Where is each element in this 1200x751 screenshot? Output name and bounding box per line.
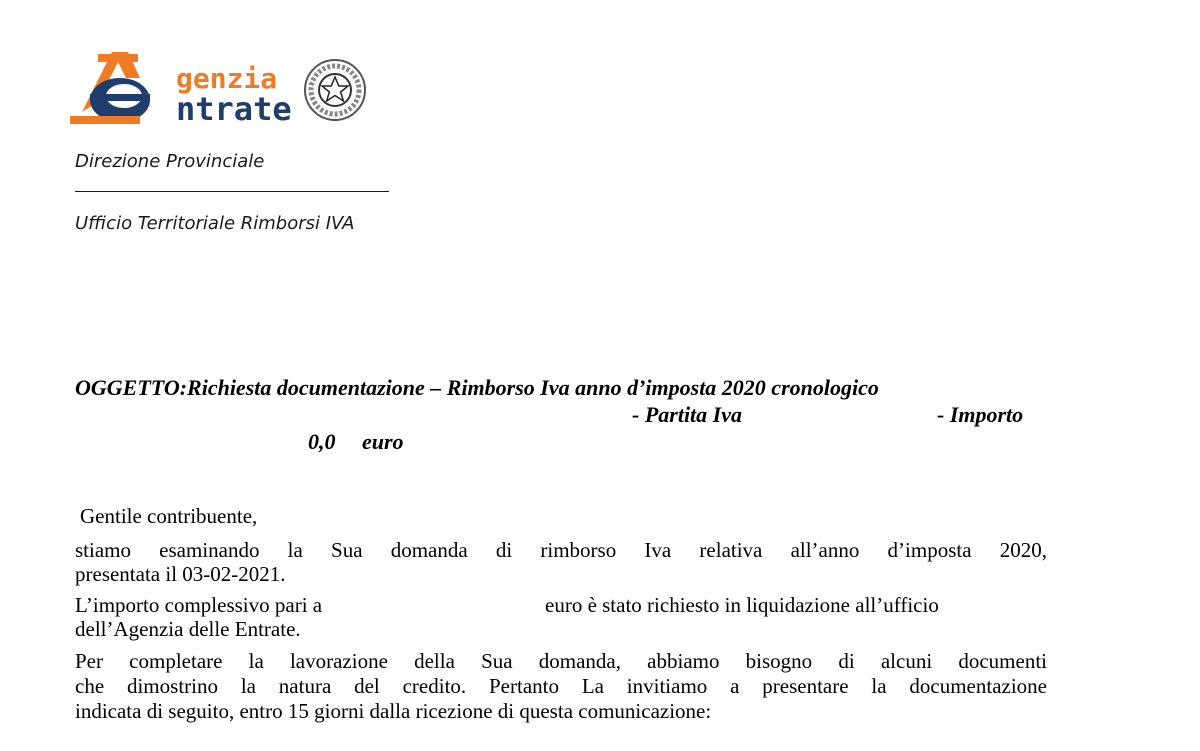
letter-subject <box>75 374 1050 455</box>
subject-line-3 <box>75 428 1050 455</box>
paragraph-2-end: euro è stato richiesto in liquidazione all’ufficio <box>545 593 939 617</box>
subject-amount: 0,0 <box>308 429 336 454</box>
agenzia-entrate-logo <box>68 50 368 130</box>
logo-text-ntrate: ntrate <box>176 90 292 128</box>
subject-line-1: OGGETTO:Richiesta documentazione – Rimborso Iva anno d’imposta 2020 cronologico <box>75 375 879 400</box>
paragraph-3-line-2: che dimostrino la natura del credito. Pertanto La invitiamo a presentare la documentazione <box>75 674 1047 698</box>
header-divider <box>75 191 389 192</box>
paragraph-3-line-1: Per completare la lavorazione della Sua domanda, abbiamo bisogno di alcuni documenti <box>75 649 1047 673</box>
paragraph-2-line-2: dell’Agenzia delle Entrate. <box>75 617 301 641</box>
logo-text-genzia: genzia <box>176 62 278 95</box>
subject-line-2 <box>75 401 1050 428</box>
paragraph-1-line-1: stiamo esaminando la Sua domanda di rimborso Iva relativa all’anno d’imposta 2020, <box>75 538 1047 562</box>
subject-euro: euro <box>362 429 404 454</box>
paragraph-3-line-3: indicata di seguito, entro 15 giorni dalla ricezione di questa comunicazione: <box>75 699 712 723</box>
greeting: Gentile contribuente, <box>80 504 258 528</box>
office-name: Direzione Provinciale <box>75 151 265 172</box>
subject-importo: - Importo <box>937 402 1024 427</box>
unit-name: Ufficio Territoriale Rimborsi IVA <box>75 213 355 234</box>
paragraph-2-start: L’importo complessivo pari a <box>75 593 323 617</box>
paragraph-2-line-1 <box>75 594 1047 616</box>
paragraph-1-line-2: presentata il 03-02-2021. <box>75 562 286 586</box>
subject-partita-iva: - Partita Iva <box>632 402 742 427</box>
